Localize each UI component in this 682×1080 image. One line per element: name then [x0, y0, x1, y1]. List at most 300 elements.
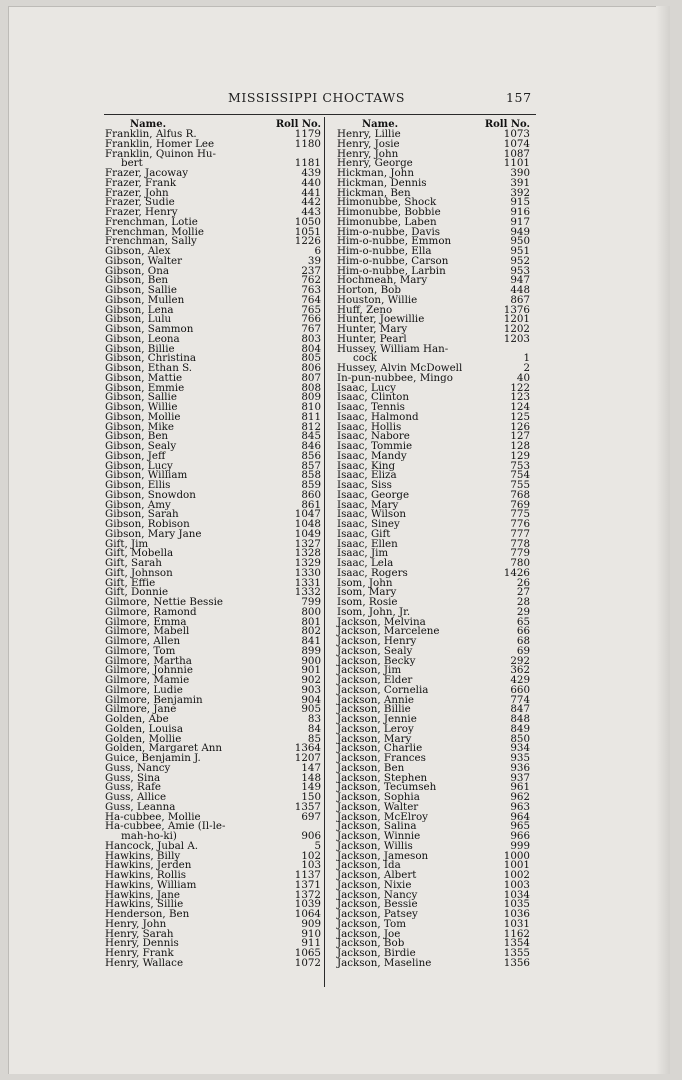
entry-name: Ha-cubbee, Amie (Il-le- [105, 820, 226, 833]
entry-roll-number: 849 [510, 722, 530, 735]
entry-roll-number: 237 [301, 264, 321, 277]
entry-name: Golden, Margaret Ann [105, 742, 223, 755]
entry-name: Him-o-nubbe, Carson [337, 254, 449, 267]
entry-roll-number: 856 [301, 449, 321, 462]
entry-name: Gibson, Mattie [105, 371, 183, 384]
entry-name: Jackson, Salina [337, 820, 417, 833]
entry-name: Gibson, Leona [105, 332, 180, 345]
entry-name: Hawkins, Sillie [105, 898, 184, 911]
entry-roll-number: 867 [510, 293, 530, 306]
entry-roll-number: 779 [510, 547, 530, 560]
entry-roll-number: 1003 [503, 878, 530, 891]
entry-name: Frazer, John [105, 186, 169, 199]
entry-roll-number: 861 [301, 498, 321, 511]
entry-roll-number: 899 [301, 644, 321, 657]
entry-name: Hussey, William Han- [337, 342, 449, 355]
entry-name: Gibson, Emmie [105, 381, 185, 394]
entry-name: cock [353, 352, 377, 365]
entry-name: Frazer, Frank [105, 176, 177, 189]
entry-name: Houston, Willie [337, 293, 418, 306]
entry-roll-number: 902 [301, 674, 321, 686]
entry-name: Isaac, Eliza [337, 469, 397, 482]
entry-name: Isaac, Clinton [337, 391, 410, 404]
entry-roll-number: 906 [301, 830, 321, 842]
entry-roll-number: 126 [510, 420, 530, 433]
entry-roll-number: 846 [301, 440, 321, 452]
entry-name: Jackson, Henry [337, 635, 417, 647]
entry-name: Isaac, Wilson [337, 508, 407, 521]
entry-name: Jackson, Charlie [337, 742, 423, 755]
entry-roll-number: 934 [510, 742, 530, 755]
entry-roll-number: 85 [307, 732, 321, 745]
entry-name: Guice, Benjamin J. [105, 752, 201, 764]
entry-roll-number: 26 [516, 576, 530, 589]
entry-name: Jackson, Tom [337, 917, 406, 930]
entry-name: Jackson, Ben [337, 761, 405, 774]
entry-roll-number: 439 [301, 167, 321, 179]
entry-name: Gibson, Robison [105, 518, 190, 530]
entry-roll-number: 753 [510, 459, 530, 472]
entry-roll-number: 660 [510, 683, 530, 696]
entry-name: Jackson, Albert [337, 869, 417, 881]
entry-name: Jackson, Sealy [337, 644, 413, 657]
entry-name: Gilmore, Mabell [105, 625, 190, 638]
entry-roll-number: 390 [510, 167, 530, 179]
roll-no-header: Roll No. [484, 119, 530, 130]
entry-name: Jackson, Tecumseh [337, 781, 437, 794]
entry-roll-number: 966 [510, 830, 530, 842]
entry-name: mah-ho-ki) [121, 830, 177, 842]
entry-roll-number: 2 [523, 362, 530, 374]
entry-roll-number: 150 [301, 791, 321, 803]
entry-name: Gibson, Ethan S. [105, 362, 193, 374]
entry-roll-number: 1031 [503, 917, 530, 930]
entry-name: Guss, Nancy [105, 761, 171, 774]
entry-roll-number: 808 [301, 381, 321, 394]
entry-name: Isaac, Lela [337, 557, 394, 569]
entry-name: Gilmore, Martha [105, 654, 192, 667]
entry-roll-number: 768 [510, 488, 530, 501]
entry-roll-number: 128 [510, 440, 530, 452]
entry-name: Franklin, Alfus R. [105, 128, 197, 140]
entry-name: Gibson, Billie [105, 342, 175, 355]
entry-name: Gift, Donnie [105, 586, 169, 599]
entry-roll-number: 1 [523, 352, 530, 365]
entry-name: Jackson, Maseline [337, 956, 432, 969]
entry-name: Isaac, George [337, 488, 410, 501]
entry-roll-number: 754 [510, 469, 530, 482]
entry-name: Hawkins, Rollis [105, 869, 187, 881]
entry-roll-number: 858 [301, 469, 321, 482]
entry-name: Gibson, Ben [105, 274, 169, 287]
entry-name: Jackson, Frances [337, 752, 426, 764]
entry-roll-number: 66 [516, 625, 530, 638]
entry-name: Hickman, Dennis [337, 176, 427, 189]
name-header: Name. [130, 119, 167, 130]
entry-roll-number: 443 [301, 206, 321, 218]
entry-name: Isom, Mary [337, 586, 397, 599]
entry-name: Isom, John [337, 576, 393, 589]
entry-name: Isaac, Halmond [337, 410, 419, 423]
entry-name: Gibson, Mollie [105, 410, 181, 423]
entry-roll-number: 40 [516, 371, 530, 384]
entry-roll-number: 1001 [503, 859, 530, 872]
entry-name: Henry, Wallace [105, 956, 184, 969]
entry-name: Jackson, Jim [337, 664, 402, 677]
entry-name: Isaac, Hollis [337, 420, 402, 433]
entry-name: Jackson, Birdie [337, 947, 416, 959]
entry-name: Gibson, Mullen [105, 293, 185, 306]
entry-roll-number: 777 [510, 527, 530, 540]
entry-roll-number: 900 [301, 654, 321, 667]
entry-roll-number: 911 [301, 937, 321, 950]
entry-name: Gibson, Alex [105, 245, 171, 257]
entry-roll-number: 767 [301, 323, 321, 335]
roll-entry-row [337, 956, 532, 969]
entry-name: Ha-cubbee, Mollie [105, 810, 201, 823]
entry-roll-number: 129 [510, 449, 530, 462]
entry-roll-number: 103 [301, 859, 321, 872]
entry-name: Frenchman, Sally [105, 235, 197, 248]
entry-roll-number: 1356 [503, 956, 530, 969]
entry-name: Isaac, Siss [337, 479, 392, 491]
entry-name: Gibson, Sammon [105, 323, 194, 335]
entry-name: Guss, Sina [105, 771, 161, 784]
entry-name: Jackson, Sophia [337, 791, 420, 803]
entry-roll-number: 909 [301, 917, 321, 930]
entry-name: Gilmore, Tom [105, 644, 176, 657]
entry-roll-number: 1065 [294, 947, 321, 959]
entry-name: Gibson, Lulu [105, 313, 172, 326]
entry-name: Jackson, Billie [337, 703, 411, 716]
entry-roll-number: 1371 [294, 878, 321, 891]
entry-name: Him-o-nubbe, Emmon [337, 235, 452, 248]
entry-roll-number: 1039 [294, 898, 321, 911]
entry-roll-number: 1137 [294, 869, 321, 881]
entry-name: Jackson, Jameson [337, 849, 429, 862]
entry-roll-number: 5 [314, 839, 321, 852]
entry-roll-number: 776 [510, 518, 530, 530]
entry-roll-number: 102 [301, 849, 321, 862]
entry-name: Isaac, Rogers [337, 566, 408, 579]
entry-roll-number: 1074 [503, 137, 530, 150]
entry-name: Gift, Sarah [105, 557, 162, 569]
entry-roll-number: 429 [510, 674, 530, 686]
entry-roll-number: 755 [510, 479, 530, 491]
entry-name: Gilmore, Allen [105, 635, 181, 647]
entry-name: Isom, Rosie [337, 596, 398, 608]
entry-name: Frazer, Henry [105, 206, 178, 218]
entry-name: Gibson, Lena [105, 303, 174, 316]
entry-name: Gibson, Christina [105, 352, 196, 365]
entry-roll-number: 39 [307, 254, 321, 267]
entry-name: Gilmore, Johnnie [105, 664, 193, 677]
entry-name: Gibson, Ellis [105, 479, 171, 491]
entry-name: Jackson, Nancy [337, 888, 418, 901]
entry-name: Isaac, Tennis [337, 401, 405, 413]
entry-roll-number: 1201 [503, 313, 530, 326]
entry-name: Jackson, Ida [337, 859, 401, 872]
entry-roll-number: 964 [510, 810, 530, 823]
name-header: Name. [362, 119, 399, 130]
entry-name: Henry, Josie [337, 137, 400, 150]
entry-name: Hawkins, Jane [105, 888, 180, 901]
entry-name: Isaac, Tommie [337, 440, 413, 452]
entry-roll-number: 123 [510, 391, 530, 404]
entry-name: Hawkins, William [105, 878, 197, 891]
entry-roll-number: 124 [510, 401, 530, 413]
entry-roll-number: 29 [516, 605, 530, 618]
entry-roll-number: 903 [301, 683, 321, 696]
entry-name: Isaac, King [337, 459, 396, 472]
entry-name: Gibson, Sarah [105, 508, 179, 521]
entry-roll-number: 1072 [294, 956, 321, 969]
entry-roll-number: 1202 [503, 323, 530, 335]
entry-roll-number: 915 [510, 196, 530, 209]
entry-roll-number: 148 [301, 771, 321, 784]
entry-name: Gift, Jim [105, 537, 149, 550]
entry-name: Guss, Rafe [105, 781, 162, 794]
entry-roll-number: 763 [301, 284, 321, 296]
entry-roll-number: 1034 [503, 888, 530, 901]
entry-name: Huff, Zeno [337, 303, 393, 316]
entry-name: Golden, Louisa [105, 722, 183, 735]
entry-name: Gilmore, Jane [105, 703, 177, 716]
entry-name: Jackson, Cornelia [337, 683, 429, 696]
entry-name: Jackson, Melvina [337, 615, 426, 628]
entry-name: Frenchman, Mollie [105, 225, 204, 238]
entry-roll-number: 1355 [503, 947, 530, 959]
entry-name: Frazer, Jacoway [105, 167, 189, 179]
entry-roll-number: 362 [510, 664, 530, 677]
entry-name: Jackson, Jennie [337, 713, 417, 725]
entry-roll-number: 1372 [294, 888, 321, 901]
entry-name: Him-o-nubbe, Ella [337, 245, 432, 257]
entry-name: Jackson, Willis [337, 839, 413, 852]
entry-name: Gibson, Lucy [105, 459, 173, 472]
entry-name: Gibson, Ona [105, 264, 169, 277]
entry-roll-number: 1073 [503, 128, 530, 140]
entry-roll-number: 1426 [503, 566, 530, 579]
entry-name: Gibson, William [105, 469, 188, 482]
entry-roll-number: 1162 [503, 927, 530, 940]
entry-roll-number: 1203 [503, 332, 530, 345]
entry-name: Gilmore, Emma [105, 615, 187, 628]
page-edge-shadow [656, 6, 670, 1074]
entry-roll-number: 859 [301, 479, 321, 491]
entry-name: Gilmore, Ramond [105, 605, 197, 618]
entry-roll-number: 857 [301, 459, 321, 472]
entry-roll-number: 68 [516, 635, 530, 647]
entry-roll-number: 84 [307, 722, 321, 735]
entry-name: Gibson, Jeff [105, 449, 166, 462]
entry-name: Golden, Abe [105, 713, 169, 725]
entry-roll-number: 448 [510, 284, 530, 296]
page-header [8, 90, 670, 110]
entry-name: Jackson, Bessie [337, 898, 418, 911]
entry-roll-number: 122 [510, 381, 530, 394]
entry-roll-number: 850 [510, 732, 530, 745]
entry-roll-number: 901 [301, 664, 321, 677]
entry-name: Gilmore, Nettie Bessie [105, 596, 223, 608]
left-column [105, 120, 323, 969]
entry-roll-number: 391 [510, 176, 530, 189]
entry-name: Jackson, Marcelene [337, 625, 440, 638]
entry-name: Jackson, Becky [337, 654, 416, 667]
entry-roll-number: 935 [510, 752, 530, 764]
entry-roll-number: 963 [510, 800, 530, 813]
entry-name: Gibson, Amy [105, 498, 171, 511]
entry-name: Jackson, Bob [337, 937, 405, 950]
entry-roll-number: 697 [301, 810, 321, 823]
entry-roll-number: 951 [510, 245, 530, 257]
entry-roll-number: 904 [301, 693, 321, 706]
entry-name: Henry, Lillie [337, 128, 401, 140]
entry-roll-number: 1051 [294, 225, 321, 238]
entry-roll-number: 949 [510, 225, 530, 238]
page-number: 157 [506, 90, 532, 105]
entry-roll-number: 916 [510, 206, 530, 218]
entry-roll-number: 440 [301, 176, 321, 189]
entry-roll-number: 1376 [503, 303, 530, 316]
entry-name: Golden, Mollie [105, 732, 182, 745]
entry-roll-number: 6 [314, 245, 321, 257]
entry-name: Himonubbe, Shock [337, 196, 437, 209]
header-rule [104, 114, 536, 115]
entry-name: Isaac, Lucy [337, 381, 396, 394]
entry-name: In-pun-nubbee, Mingo [337, 371, 453, 384]
entry-name: Him-o-nubbe, Davis [337, 225, 441, 238]
entry-name: Isaac, Jim [337, 547, 389, 560]
entry-roll-number: 1332 [294, 586, 321, 599]
entry-name: Hunter, Mary [337, 323, 408, 335]
entry-roll-number: 810 [301, 401, 321, 413]
roll-entry-row [105, 956, 323, 969]
entry-roll-number: 800 [301, 605, 321, 618]
entry-roll-number: 950 [510, 235, 530, 248]
document-page [8, 6, 670, 1074]
entry-roll-number: 965 [510, 820, 530, 833]
entry-roll-number: 1000 [503, 849, 530, 862]
entry-name: Gibson, Snowdon [105, 488, 196, 501]
entry-name: Gilmore, Benjamin [105, 693, 203, 706]
entry-roll-number: 1207 [294, 752, 321, 764]
entry-name: Henderson, Ben [105, 908, 190, 920]
entry-roll-number: 65 [516, 615, 530, 628]
entry-name: Henry, Dennis [105, 937, 179, 950]
entry-name: Gibson, Mary Jane [105, 527, 202, 540]
entry-name: Hawkins, Jerden [105, 859, 192, 872]
entry-roll-number: 999 [510, 839, 530, 852]
entry-name: Him-o-nubbe, Larbin [337, 264, 446, 277]
entry-roll-number: 910 [301, 927, 321, 940]
entry-name: Hussey, Alvin McDowell [337, 362, 463, 374]
entry-name: Jackson, Joe [337, 927, 401, 940]
entry-roll-number: 69 [516, 644, 530, 657]
entry-name: Gibson, Sallie [105, 284, 177, 296]
entry-name: Isaac, Nabore [337, 430, 410, 443]
entry-name: Gibson, Mike [105, 420, 174, 433]
entry-name: Jackson, Winnie [337, 830, 421, 842]
entry-roll-number: 441 [301, 186, 321, 199]
entry-roll-number: 804 [301, 342, 321, 355]
entry-roll-number: 292 [510, 654, 530, 667]
entry-roll-number: 1047 [294, 508, 321, 521]
entry-roll-number: 1049 [294, 527, 321, 540]
entry-name: Henry, Frank [105, 947, 174, 959]
entry-name: Franklin, Homer Lee [105, 137, 215, 150]
entry-roll-number: 1050 [294, 215, 321, 228]
entry-roll-number: 1354 [503, 937, 530, 950]
entry-roll-number: 1002 [503, 869, 530, 881]
entry-roll-number: 1327 [294, 537, 321, 550]
entry-name: Jackson, Walter [337, 800, 419, 813]
entry-name: Hickman, John [337, 167, 414, 179]
entry-roll-number: 762 [301, 274, 321, 287]
entry-roll-number: 1181 [294, 157, 321, 170]
entry-roll-number: 442 [301, 196, 321, 209]
entry-name: Frazer, Sudie [105, 196, 175, 209]
entry-roll-number: 147 [301, 761, 321, 774]
entry-name: Isom, John, Jr. [337, 605, 411, 618]
entry-roll-number: 769 [510, 498, 530, 511]
entry-roll-number: 953 [510, 264, 530, 277]
entry-roll-number: 803 [301, 332, 321, 345]
entry-name: Gibson, Sealy [105, 440, 177, 452]
entry-roll-number: 1064 [294, 908, 321, 920]
entry-roll-number: 1357 [294, 800, 321, 813]
entry-name: Henry, John [337, 147, 399, 160]
entry-roll-number: 845 [301, 430, 321, 443]
entry-name: Jackson, Leroy [337, 722, 414, 735]
entry-roll-number: 848 [510, 713, 530, 725]
entry-roll-number: 149 [301, 781, 321, 794]
entry-roll-number: 392 [510, 186, 530, 199]
entry-roll-number: 1226 [294, 235, 321, 248]
entry-name: Gift, Mobella [105, 547, 174, 560]
entry-roll-number: 936 [510, 761, 530, 774]
entry-roll-number: 125 [510, 410, 530, 423]
entry-roll-number: 765 [301, 303, 321, 316]
entry-name: Hawkins, Billy [105, 849, 181, 862]
entry-name: Guss, Leanna [105, 800, 176, 813]
entry-roll-number: 847 [510, 703, 530, 716]
entry-name: Gilmore, Ludie [105, 683, 183, 696]
entry-name: Henry, John [105, 917, 167, 930]
entry-roll-number: 1329 [294, 557, 321, 569]
entry-roll-number: 1364 [294, 742, 321, 755]
entry-name: Gibson, Sallie [105, 391, 177, 404]
entry-name: Himonubbe, Bobbie [337, 206, 441, 218]
entry-name: Henry, George [337, 157, 413, 170]
entry-name: Gift, Effie [105, 576, 156, 589]
entry-name: Hunter, Pearl [337, 332, 407, 345]
entry-roll-number: 962 [510, 791, 530, 803]
entry-name: Isaac, Siney [337, 518, 400, 530]
entry-roll-number: 811 [301, 410, 321, 423]
entry-roll-number: 917 [510, 215, 530, 228]
entry-name: Horton, Bob [337, 284, 401, 296]
entry-roll-number: 1180 [294, 137, 321, 150]
column-divider [324, 117, 325, 987]
entry-roll-number: 799 [301, 596, 321, 608]
entry-name: Jackson, Stephen [337, 771, 428, 784]
entry-roll-number: 812 [301, 420, 321, 433]
entry-name: Isaac, Mandy [337, 449, 407, 462]
entry-name: Gibson, Walter [105, 254, 183, 267]
entry-roll-number: 809 [301, 391, 321, 404]
entry-roll-number: 1035 [503, 898, 530, 911]
